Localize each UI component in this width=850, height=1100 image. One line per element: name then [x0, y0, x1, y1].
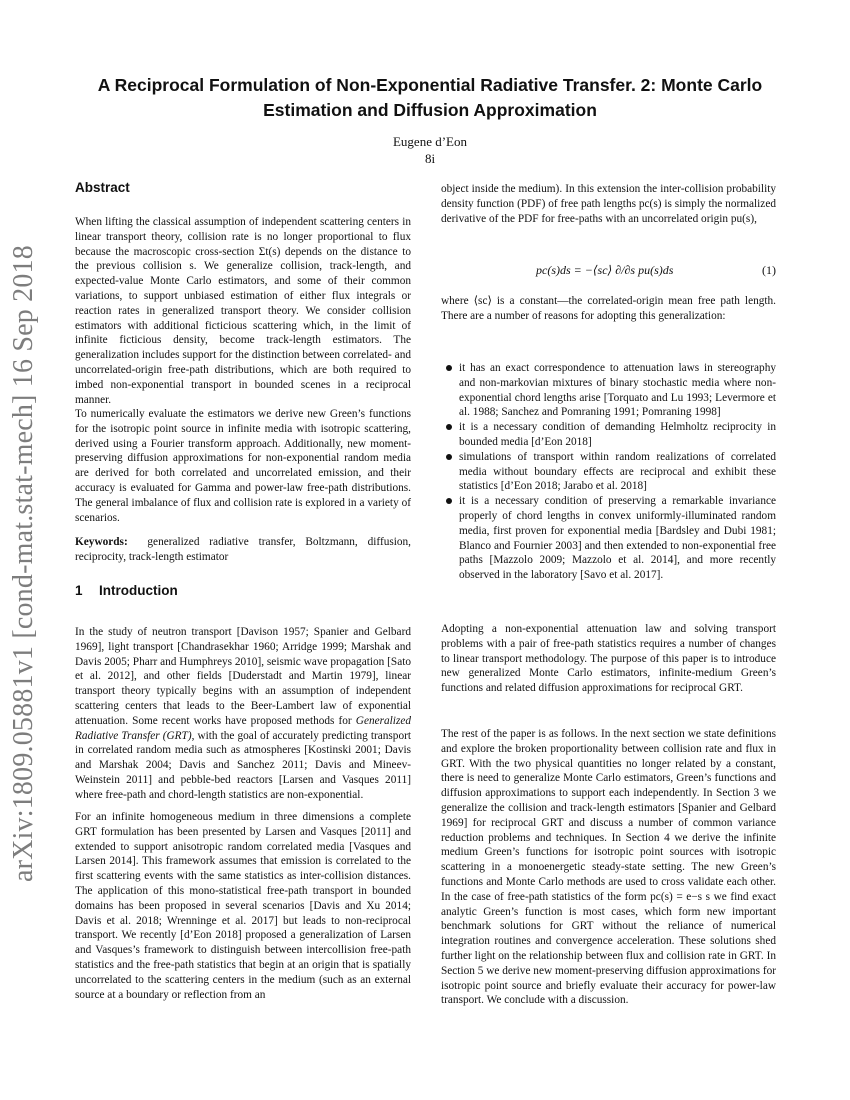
arxiv-identifier: arXiv:1809.05881v1 [cond-mat.stat-mech] 16 Sep 2018 [8, 245, 39, 882]
equation-number: (1) [762, 263, 776, 277]
equation-body: pc(s)ds = −⟨sc⟩ ∂/∂s pu(s)ds [536, 263, 674, 277]
author-affiliation: 8i [424, 151, 436, 166]
right-paragraph-3: Adopting a non-exponential attenuation law and solving transport problems with a pair of free-path statistics requires a number of changes to linear transport methodology. The purpose of this paper is to introduce new generalized Monte Carlo estimators, infinite-medium Green’s functions and related diffusion approximations for reciprocal GRT. [441, 623, 776, 695]
bullet-icon [446, 454, 452, 460]
abstract-paragraph-1: When lifting the classical assumption of independent scattering centers in linear transport theory, collision rate is no longer proportional to flux because the macroscopic cross-section Σt(s) depends on the distance to the previous collision s. We generalize collision, track-length, and expected-value Monte Carlo estimators, and some of their common variations, to support unbiased estimation of either flux integrals or reaction rates in generalized transport theory. We consider collision estimators with additional ficticious scattering which, in the limit of infinite ficticious density, become track-length estimators. The generalization includes support for the distinction between correlated- and uncorrelated-origin free-path distributions, which are both required to imbed non-exponential transport in bounded scenes in a reciprocal manner. [75, 216, 411, 406]
list-item: it is a necessary condition of preserving a remarkable invariance properly of chord lengths in convex uniformly-illuminated random media, first proven for exponential media [Bardsley and Dubi 1981; Blanco and Fournier 2003] and then extended to non-exponential free paths [Mazzolo 2009; Mazzolo et al. 2014], and more recently observed in the laboratory [Savo et al. 2017]. [441, 494, 776, 583]
right-paragraph-1: object inside the medium). In this extension the inter-collision probability density function (PDF) of free path lengths pc(s) is simply the normalized derivative of the PDF for free-paths with an uncorrelated origin pu(s), [441, 183, 776, 225]
section-title: Introduction [99, 583, 178, 598]
right-paragraph-4: The rest of the paper is as follows. In the next section we state definitions and explore the broken proportionality between collision rate and flux in GRT. With the two physical quantities no longer related by a constant, there is need to generalize Monte Carlo estimators, Green’s functions and diffusion approximations to support each independently. In Section 3 we generalize the collision and track-length estimators [Spanier and Gelbard 1969] for reciprocal GRT and discuss a number of common variance reduction problems and techniques. In Section 4 we derive the infinite medium Green’s functions for isotropic point sources with isotropic scattering in a monoenergetic steady-state setting. The new Green’s functions and Monte Carlo methods are used to cross validate each other. In the case of free-path statistics of the form pc(s) = e−s s we find exact analytic Green’s function is most cases, which form new important benchmark solutions for GRT without the reliance of numerical integration routines and convergence acceleration. These solutions shed further light on the relationship between flux and collision rate in GRT. In Section 5 we derive new moment-preserving diffusion approximations for isotropic point source and briefly evaluate their accuracy for power-law transport. We conclude with a discussion. [441, 728, 776, 1007]
reasons-list [441, 361, 776, 583]
list-item: simulations of transport within random realizations of correlated media without boundary effects are reciprocal and exhibit these statistics [d’Eon 2018; Jarabo et al. 2018] [441, 450, 776, 494]
equation-1 [441, 259, 776, 281]
author-name: Eugene d’Eon [392, 134, 467, 149]
keywords-label: Keywords: [75, 536, 128, 548]
abstract-heading: Abstract [75, 180, 130, 195]
grt-emphasis: Generalized Radiative Transfer (GRT) [75, 714, 411, 742]
list-item: it is a necessary condition of demanding Helmholtz reciprocity in bounded media [d’Eon 2018] [441, 420, 776, 450]
paper-title: A Reciprocal Formulation of Non-Exponential Radiative Transfer. 2: Monte Carlo Estimation and Diffusion Approximation [97, 75, 763, 120]
keywords [75, 535, 411, 565]
bullet-icon [446, 424, 452, 430]
list-item: it has an exact correspondence to attenuation laws in stereography and non-markovian mixtures of binary stochastic media where non-exponential chord lengths arise [Torquato and Lu 1993; Levermore et al. 1988; Sanchez and Pomraning 1991; Pomraning 1998] [441, 361, 776, 420]
intro-paragraph-2: For an infinite homogeneous medium in three dimensions a complete GRT formulation has been presented by Larsen and Vasques [2011] and extended to support anisotropic random correlated media [Vasques and Larsen 2014]. This framework assumes that emission is correlated to the first scattering events with the same statistics as inter-collision distances. The application of this mono-statistical free-path transport in bounded domains has been proposed in several scenarios [Davis and Xu 2014; Davis et al. 2018; Wrenninge et al. 2017] but leads to non-reciprocal transport. We recently [d’Eon 2018] proposed a generalization of Larsen and Vasques’s framework to distinguish between intercollision free-path statistics and the free-path statistics that begin at an origin that is spatially uncorrelated to the scattering centers in the medium (such as an external source at a boundary or reflection from an [75, 811, 411, 1001]
bullet-icon [446, 365, 452, 371]
abstract-paragraph-2: To numerically evaluate the estimators we derive new Green’s functions for the isotropic point source in infinite media with isotropic scattering, derived using a Fourier transform approach. Additionally, new moment-preserving diffusion approximations for non-exponential random media are derived for both correlated and uncorrelated emission, and their accuracy is evaluated for Gamma and power-law free-path distributions. The general imbalance of flux and collision rate is explored in a variety of scenarios. [75, 408, 411, 524]
right-paragraph-2: where ⟨sc⟩ is a constant—the correlated-origin mean free path length. There are a number of reasons for adopting this generalization: [441, 295, 776, 322]
keywords-text: generalized radiative transfer, Boltzmann, diffusion, reciprocity, track-length estimator [75, 536, 412, 563]
section-heading-introduction [75, 583, 178, 598]
section-number: 1 [75, 583, 83, 598]
bullet-icon [446, 498, 452, 504]
intro-paragraph-1: In the study of neutron transport [Davison 1957; Spanier and Gelbard 1969], light transport [Chandrasekhar 1960; Arridge 1999; Marshak and Davis 2005; Pharr and Humphreys 2010], seismic wave propagation [Sato et al. 2012], and other fields [Duderstadt and Martin 1979], linear transport theory typically begins with an assumption of independent scattering centers that leads to the Beer-Lambert law of exponential attenuation. Some recent works have proposed methods for Generalized Radiative Transfer (GRT), with the goal of accurately predicting transport in correlated random media such as atmospheres [Kostinski 2001; Davis and Marshak 2004; Davis and Sanchez 2011; Davis and Mineev-Weinstein 2011] and pebble-bed reactors [Larsen and Vasques 2011] where free-path and chord-length statistics are non-exponential. [75, 626, 411, 801]
